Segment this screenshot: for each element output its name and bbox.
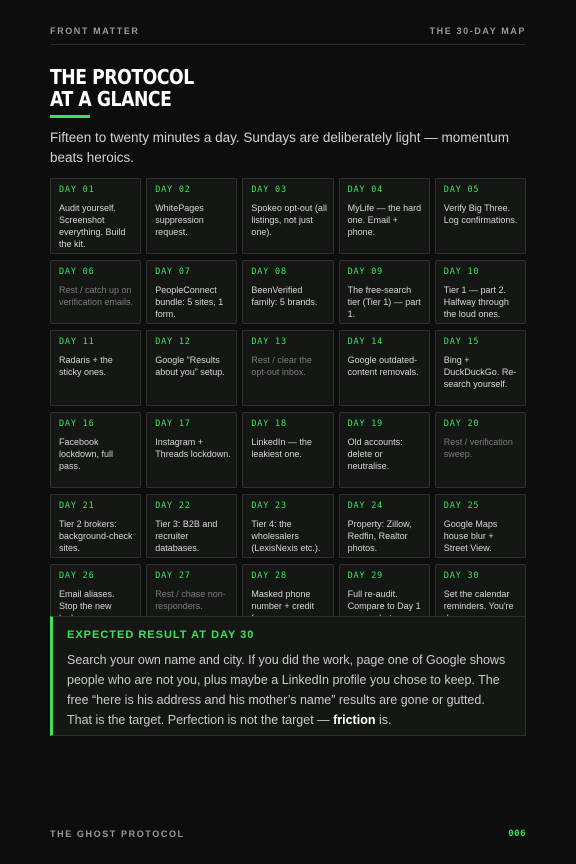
day-label: DAY 23	[251, 501, 287, 511]
day-label: DAY 12	[155, 337, 191, 347]
day-task: Masked phone number + credit	[251, 589, 315, 611]
day-task: Spokeo opt-out (all listings, not just one).	[251, 203, 327, 237]
day-card	[435, 330, 526, 406]
day-card	[50, 260, 141, 324]
day-label: DAY 10	[443, 267, 480, 277]
day-card	[242, 412, 333, 488]
expected-result-callout	[50, 616, 526, 736]
day-label: DAY 29	[347, 571, 384, 581]
day-card	[339, 494, 430, 558]
day-label: DAY 02	[155, 185, 191, 195]
day-task: PeopleConnect bundle: 5 sites, 1 form.	[155, 285, 224, 319]
day-task: Audit yourself. Screenshot everything. Build the kit.	[59, 203, 126, 249]
result-emphasis: friction	[333, 713, 376, 727]
day-card	[339, 260, 430, 324]
day-task: Verify Big Three. Log confirmations.	[443, 203, 518, 225]
day-label: DAY 09	[347, 267, 384, 277]
footer-book-title: THE GHOST PROTOCOL	[50, 829, 185, 839]
intro-paragraph: Fifteen to twenty minutes a day. Sundays are deliberately light — momentum beats heroics.	[50, 130, 509, 165]
day-label: DAY 18	[251, 419, 287, 429]
day-task: BeenVerified family: 5 brands.	[251, 285, 318, 307]
day-card	[50, 494, 141, 558]
day-label: DAY 13	[251, 337, 287, 347]
page-number: 006	[508, 829, 526, 839]
result-body-text: Search your own name and city. If you did the work, page one of Google shows people who are not you, plus maybe a LinkedIn profile you chose to keep. The free “here is his address and his mother’s name” results are gone or gutted. That is the target. Perfection is not the target —	[67, 653, 506, 727]
day-card	[435, 178, 526, 254]
title-line-2: AT A GLANCE	[50, 87, 172, 111]
day-task: Rest / verification sweep.	[443, 437, 513, 459]
day-task: Rest / clear the opt-out inbox.	[251, 355, 312, 377]
day-task: Old accounts: delete or neutralise.	[347, 437, 403, 471]
day-card	[146, 260, 237, 324]
day-task: Rest / chase non-responders.	[155, 589, 226, 611]
day-card	[242, 330, 333, 406]
day-card	[146, 178, 237, 254]
result-body-end: is.	[375, 713, 392, 727]
day-label: DAY 21	[59, 501, 95, 511]
day-label: DAY 17	[155, 419, 191, 429]
day-card	[339, 178, 430, 254]
day-task: LinkedIn — the leakiest one.	[251, 437, 312, 459]
day-label: DAY 24	[347, 501, 384, 511]
day-label: DAY 03	[251, 185, 287, 195]
day-label: DAY 27	[155, 571, 191, 581]
day-task: Property: Zillow, Redfin, Realtor photos.	[347, 519, 412, 553]
day-card	[339, 330, 430, 406]
day-label: DAY 19	[347, 419, 384, 429]
result-title: EXPECTED RESULT AT DAY 30	[67, 629, 255, 641]
day-card	[435, 412, 526, 488]
day-label: DAY 25	[443, 501, 480, 511]
header-rule	[50, 44, 526, 45]
day-task: Instagram + Threads lockdown.	[155, 437, 231, 459]
day-card	[146, 330, 237, 406]
day-label: DAY 28	[251, 571, 287, 581]
day-label: DAY 08	[251, 267, 287, 277]
day-card	[50, 178, 141, 254]
running-footer	[50, 829, 526, 839]
day-label: DAY 22	[155, 501, 191, 511]
day-task: Radaris + the sticky ones.	[59, 355, 113, 377]
day-task: Set the calendar reminders. You're	[443, 589, 514, 611]
day-task: Email aliases. Stop the new	[59, 589, 115, 611]
day-card	[146, 494, 237, 558]
day-label: DAY 16	[59, 419, 95, 429]
running-header	[50, 26, 526, 36]
day-card	[242, 178, 333, 254]
day-card	[435, 494, 526, 558]
day-task: Tier 3: B2B and recruiter databases.	[155, 519, 218, 553]
day-task: Full re-audit. Compare to Day 1	[347, 589, 421, 611]
day-label: DAY 30	[443, 571, 480, 581]
day-card	[242, 260, 333, 324]
day-task: Tier 1 — part 2. Halfway through the loud ones.	[443, 285, 509, 319]
day-task: The free-search tier (Tier 1) — part 1.	[347, 285, 421, 319]
day-task: MyLife — the hard one. Email + phone.	[347, 203, 422, 237]
header-chapter-label: THE 30-DAY MAP	[429, 26, 526, 36]
day-task: Tier 4: the wholesalers (LexisNexis etc.).	[251, 519, 321, 553]
title-accent-bar	[50, 115, 90, 118]
day-label: DAY 05	[443, 185, 480, 195]
day-label: DAY 15	[443, 337, 480, 347]
day-task: Rest / catch up on verification emails.	[59, 285, 134, 307]
day-card	[50, 412, 141, 488]
day-task: Google Maps house blur + Street View.	[443, 519, 498, 553]
day-card	[339, 412, 430, 488]
day-task: Facebook lockdown, full pass.	[59, 437, 114, 471]
page-title	[50, 66, 194, 110]
day-grid	[50, 178, 526, 628]
day-task: Tier 2 brokers: background-check sites.	[59, 519, 133, 553]
day-task: WhitePages suppression request.	[155, 203, 204, 237]
header-section-label: FRONT MATTER	[50, 26, 140, 36]
day-card	[50, 330, 141, 406]
day-task: Bing + DuckDuckGo. Re-search yourself.	[443, 355, 517, 389]
day-label: DAY 01	[59, 185, 95, 195]
day-label: DAY 06	[59, 267, 95, 277]
day-label: DAY 20	[443, 419, 480, 429]
day-card	[242, 494, 333, 558]
day-label: DAY 26	[59, 571, 95, 581]
day-label: DAY 07	[155, 267, 191, 277]
day-card	[146, 412, 237, 488]
result-body	[67, 650, 511, 730]
day-label: DAY 11	[59, 337, 95, 347]
day-task: Google “Results about you” setup.	[155, 355, 225, 377]
title-line-1: THE PROTOCOL	[50, 65, 194, 89]
day-card	[435, 260, 526, 324]
day-task: Google outdated-content removals.	[347, 355, 419, 377]
day-label: DAY 04	[347, 185, 384, 195]
day-label: DAY 14	[347, 337, 384, 347]
